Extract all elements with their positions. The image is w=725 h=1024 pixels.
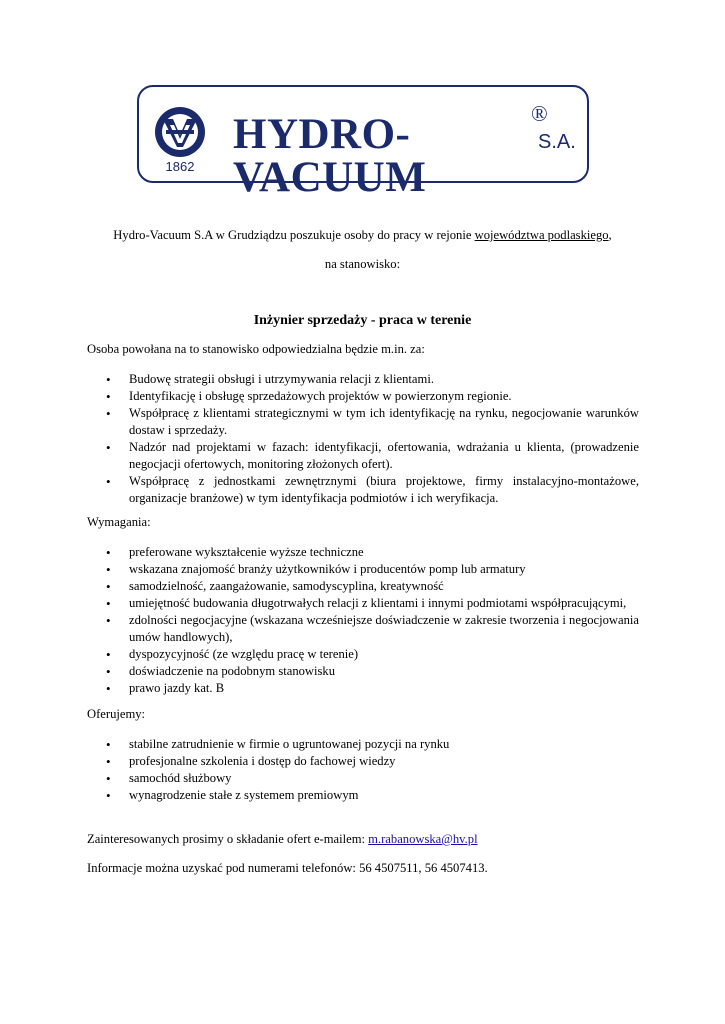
contact-line — [87, 832, 639, 847]
company-logo — [137, 85, 589, 201]
list-item: • profesjonalne szkolenia i dostęp do fachowej wiedzy — [87, 753, 639, 770]
list-item: • dyspozycyjność (ze względu pracę w terenie) — [87, 646, 639, 663]
intro-prefix: Hydro-Vacuum S.A w Grudziądzu poszukuje osoby do pracy w rejonie — [113, 228, 475, 242]
job-title: Inżynier sprzedaży - praca w terenie — [253, 313, 472, 328]
intro-region: województwa podlaskiego — [474, 228, 609, 242]
list-item: • umiejętność budowania długotrwałych relacji z klientami i innymi podmiotami współpracującymi, — [87, 595, 639, 612]
list-item: • wskazana znajomość branży użytkowników i producentów pomp lub armatury — [87, 561, 639, 578]
list-item: • Współpracę z jednostkami zewnętrznymi (biura projektowe, firmy instalacyjno-montażowe, organizacje branżowe) w tym identyfikacja podmiotów i ich weryfikacja. — [87, 473, 639, 507]
offer-heading: Oferujemy: — [87, 707, 146, 721]
list-item: • samodzielność, zaangażowanie, samodyscyplina, kreatywność — [87, 578, 639, 595]
logo-suffix: S.A. — [538, 131, 576, 153]
email-link[interactable]: m.rabanowska@hv.pl — [368, 832, 478, 846]
list-item: • doświadczenie na podobnym stanowisku — [87, 663, 639, 680]
intro-suffix: , — [608, 228, 612, 242]
list-item: • stabilne zatrudnienie w firmie o ugruntowanej pozycji na rynku — [87, 736, 639, 753]
responsibilities-heading: Osoba powołana na to stanowisko odpowiedzialna będzie m.in. za: — [87, 342, 425, 356]
list-item: • preferowane wykształcenie wyższe techniczne — [87, 544, 639, 561]
requirements-list — [87, 544, 639, 697]
intro-line — [0, 228, 725, 243]
list-item: • Nadzór nad projektami w fazach: identyfikacji, ofertowania, wdrażania u klienta, (prowadzenie negocjacji ofertowych, monitoring złożonych ofert). — [87, 439, 639, 473]
list-item: • Identyfikację i obsługę sprzedażowych projektów w powierzonym regionie. — [87, 388, 639, 405]
list-item: • prawo jazdy kat. B — [87, 680, 639, 697]
responsibilities-list — [87, 371, 639, 507]
list-item: • wynagrodzenie stałe z systemem premiowym — [87, 787, 639, 804]
list-item: • Współpracę z klientami strategicznymi w tym ich identyfikację na rynku, negocjowanie warunków dostaw i sprzedaży. — [87, 405, 639, 439]
hv-emblem-icon — [153, 105, 207, 159]
contact-prefix: Zainteresowanych prosimy o składanie ofert e-mailem: — [87, 832, 369, 846]
registered-mark: ® — [531, 101, 548, 126]
phones-line: Informacje można uzyskać pod numerami telefonów: 56 4507511, 56 4507413. — [87, 861, 488, 875]
intro-line-2: na stanowisko: — [324, 257, 401, 271]
logo-year: 1862 — [165, 159, 195, 174]
list-item: • samochód służbowy — [87, 770, 639, 787]
logo-name: HYDRO-VACUUM — [233, 111, 427, 201]
requirements-heading: Wymagania: — [87, 515, 151, 529]
list-item: • zdolności negocjacyjne (wskazana wcześniejsze doświadczenie w zakresie tworzenia i negocjowania umów handlowych), — [87, 612, 639, 646]
list-item: • Budowę strategii obsługi i utrzymywania relacji z klientami. — [87, 371, 639, 388]
offer-list — [87, 736, 639, 804]
